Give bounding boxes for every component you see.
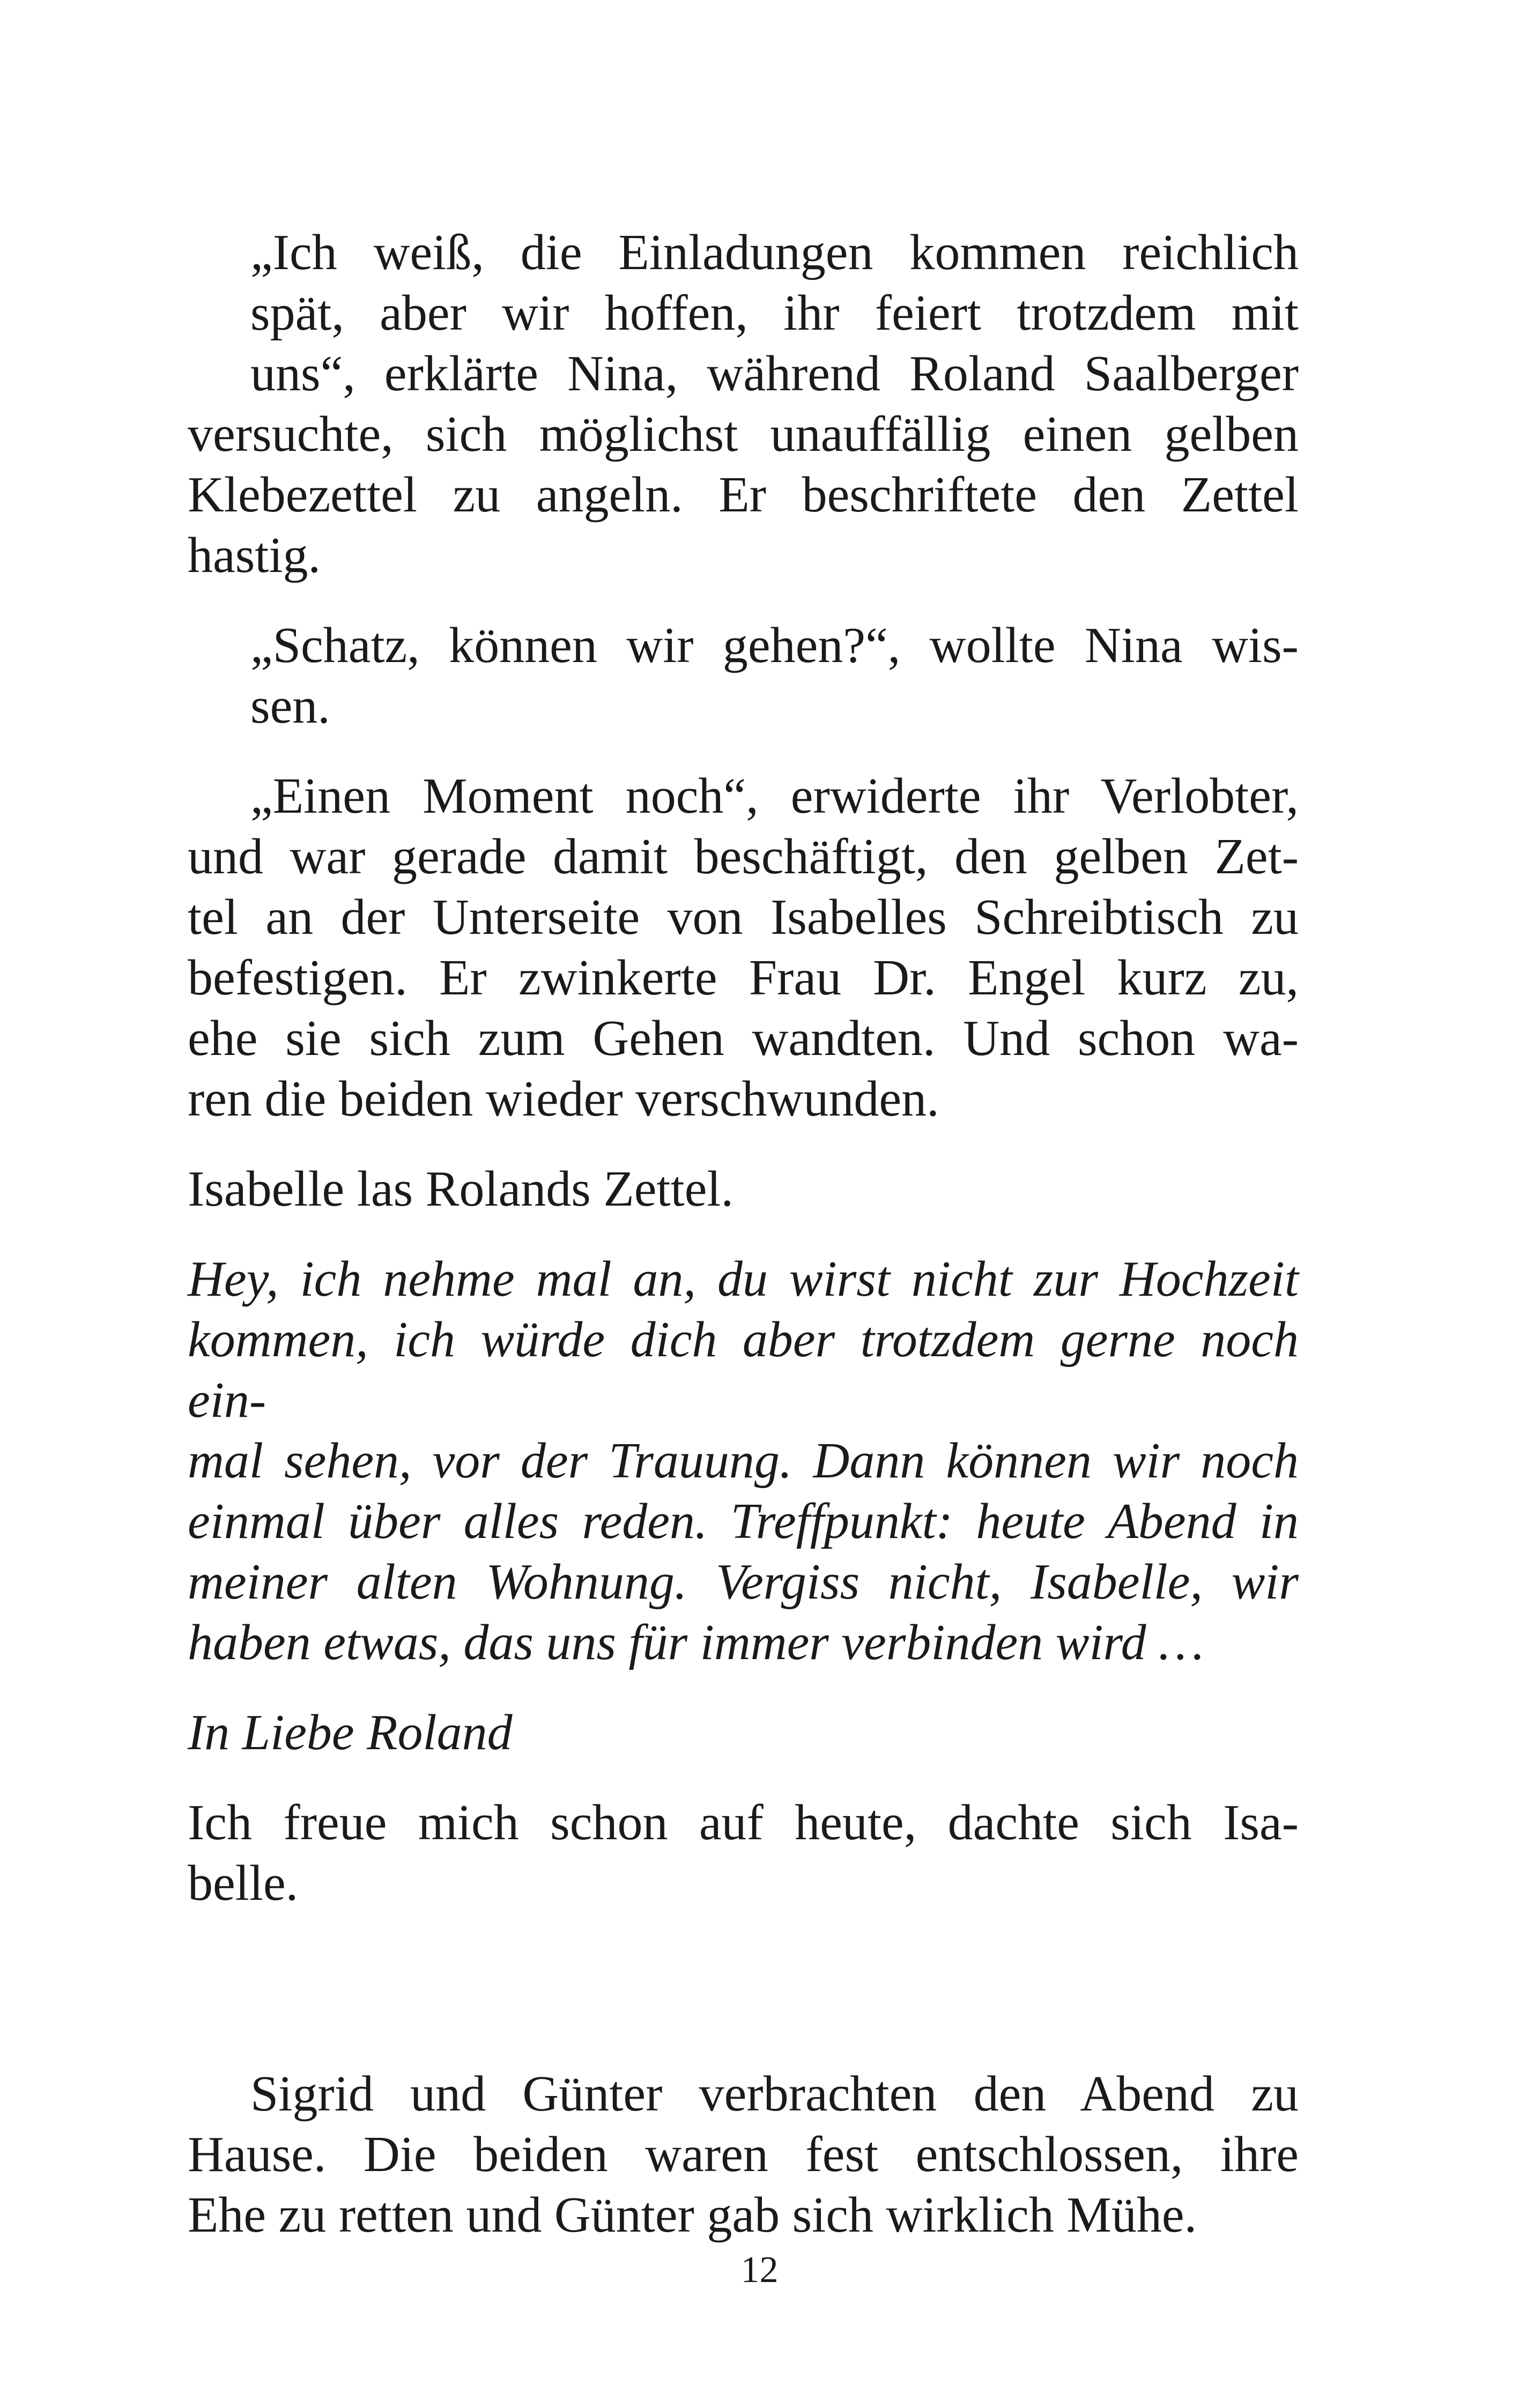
text-line: Ich freue mich schon auf heute, dachte sich Isa- [188,1795,1299,1850]
text-line: „Einen Moment noch“, erwiderte ihr Verlobter, [250,768,1299,824]
text-line: einmal über alles reden. Treffpunkt: heute Abend in [188,1493,1299,1549]
text-line: meiner alten Wohnung. Vergiss nicht, Isabelle, wir [188,1554,1299,1610]
text-line: kommen, ich würde dich aber trotzdem gerne noch ein- [188,1312,1299,1428]
text-line: Hause. Die beiden waren fest entschlossen, ihre [188,2127,1299,2182]
text-line: uns“, erklärte Nina, während Roland Saalberger [250,346,1299,402]
indented-lines [188,222,1299,404]
indented-lines [188,615,1299,737]
text-line: Isabelle las Rolands Zettel. [188,1161,734,1217]
text-line: Hey, ich nehme mal an, du wirst nicht zur Hochzeit [188,1251,1299,1307]
text-line: Sigrid und Günter verbrachten den Abend zu [250,2066,1299,2122]
paragraph-7 [188,1793,1299,1914]
note-text [188,1249,1299,1673]
text-line: Klebezettel zu angeln. Er beschriftete den Zettel [188,467,1299,523]
text-line: hastig. [188,527,321,583]
text-line: versuchte, sich möglichst unauffällig einen gelben [188,406,1299,462]
paragraph-1 [188,222,1299,586]
text-line: und war gerade damit beschäftigt, den gelben Zet- [188,829,1299,885]
paragraph-4 [188,1159,1299,1220]
paragraph-3 [188,766,1299,1129]
body-text [188,222,1299,2246]
indented-lines [188,766,1299,827]
text-line: tel an der Unterseite von Isabelles Schreibtisch zu [188,889,1299,945]
text-line: ren die beiden wieder verschwunden. [188,1071,939,1127]
text-line: In Liebe Roland [188,1705,513,1760]
text-line: Ehe zu retten und Günter gab sich wirklich Mühe. [188,2187,1197,2243]
text-line: „Ich weiß, die Einladungen kommen reichlich [250,225,1299,280]
page-number: 12 [740,2249,779,2291]
indented-lines [188,2064,1299,2124]
text-line: belle. [188,1855,299,1911]
paragraph-8 [188,2064,1299,2246]
text-line: mal sehen, vor der Trauung. Dann können wir noch [188,1433,1299,1489]
text-line: sen. [250,678,330,734]
text-line: haben etwas, das uns für immer verbinden wird … [188,1615,1204,1670]
text-line: „Schatz, können wir gehen?“, wollte Nina wis- [250,618,1299,673]
text-line: befestigen. Er zwinkerte Frau Dr. Engel kurz zu, [188,950,1299,1006]
text-line: ehe sie sich zum Gehen wandten. Und schon wa- [188,1010,1299,1066]
paragraph-2 [188,615,1299,737]
note-signature [188,1703,1299,1763]
text-line: spät, aber wir hoffen, ihr feiert trotzdem mit [250,285,1299,341]
